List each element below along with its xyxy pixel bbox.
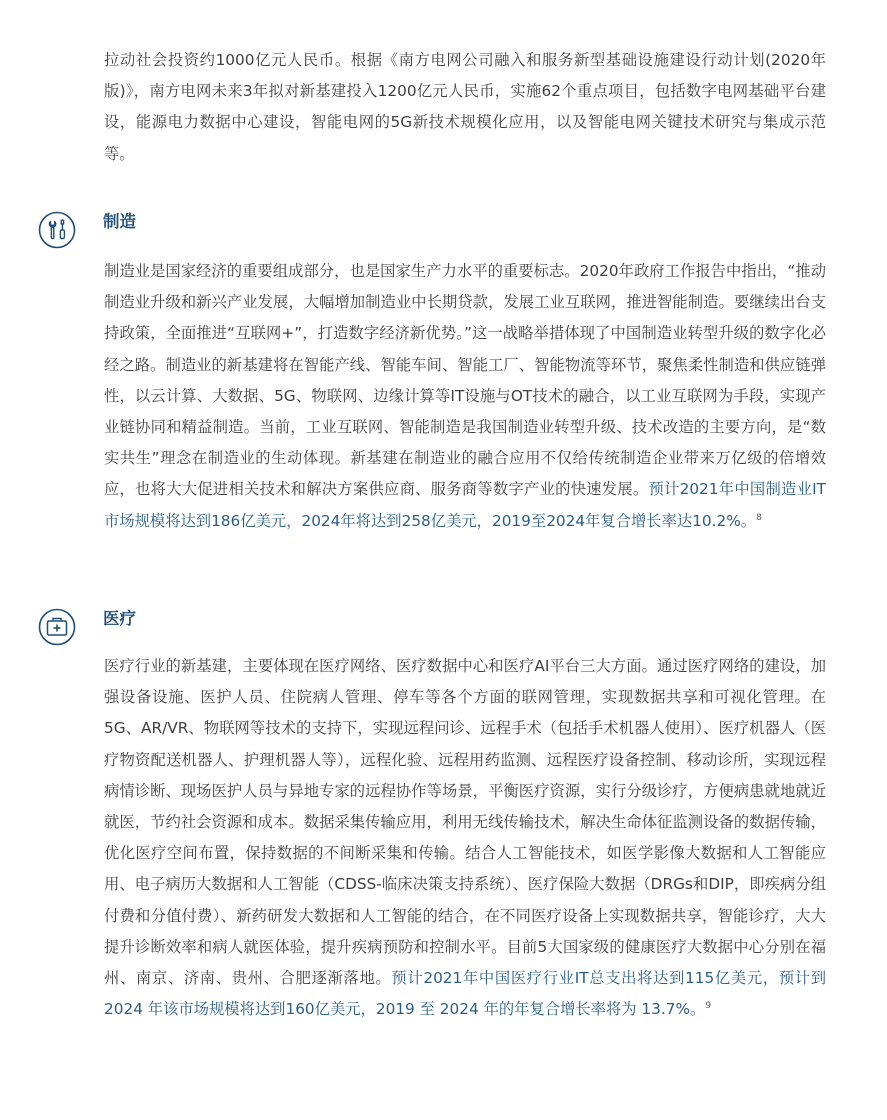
intro-text: 拉动社会投资约1000亿元人民币。根据《南方电网公司融入和服务新型基础设施建设行动计划(2020年版)》，南方电网未来3年拟对新基建投入1200亿元人民币，实施62个重点项目，包括数字电网基础平台建设，能源电力数据中心建设，智能电网的5G新技术规模化应用，以及智能电网关键技术研究与集成示范等。 [104,51,826,163]
manufacturing-paragraph [104,256,826,537]
manufacturing-body: 制造业是国家经济的重要组成部分，也是国家生产力水平的重要标志。2020年政府工作报告中指出，“推动制造业升级和新兴产业发展，大幅增加制造业中长期贷款，发展工业互联网，推进智能制造。要继续出台支持政策，全面推进“互联网+”，打造数字经济新优势。”这一战略举措体现了中国制造业转型升级的数字化必经之路。制造业的新基建将在智能产线、智能车间、智能工厂、智能物流等环节，聚焦柔性制造和供应链弹性，以云计算、大数据、5G、物联网、边缘计算等IT设施与OT技术的融合，以工业互联网为手段，实现产业链协同和精益制造。当前，工业互联网、智能制造是我国制造业转型升级、技术改造的主要方向，是“数实共生”理念在制造业的生动体现。新基建在制造业的融合应用不仅给传统制造企业带来万亿级的倍增效应，也将大大促进相关技术和解决方案供应商、服务商等数字产业的快速发展。 [104,262,826,499]
wrench-screwdriver-icon [37,210,77,250]
healthcare-body: 医疗行业的新基建，主要体现在医疗网络、医疗数据中心和医疗AI平台三大方面。通过医疗网络的建设，加强设备设施、医护人员、住院病人管理、停车等各个方面的联网管理，实现数据共享和可视化管理。在5G、AR/VR、物联网等技术的支持下，实现远程问诊、远程手术（包括手术机器人使用）、医疗机器人（医疗物资配送机器人、护理机器人等），远程化验、远程用药监测、远程医疗设备控制、移动诊所，实现远程病情诊断、现场医护人员与异地专家的远程协作等场景，平衡医疗资源，实行分级诊疗，方便病患就地就近就医，节约社会资源和成本。数据采集传输应用，利用无线传输技术，解决生命体征监测设备的数据传输，优化医疗空间布置，保持数据的不间断采集和传输。结合人工智能技术，如医学影像大数据和人工智能应用、电子病历大数据和人工智能（CDSS-临床决策支持系统）、医疗保险大数据（DRGs和DIP，即疾病分组付费和分值付费）、新药研发大数据和人工智能的结合，在不同医疗设备上实现数据共享，智能诊疗，大大提升诊断效率和病人就医体验，提升疾病预防和控制水平。目前5大国家级的健康医疗大数据中心分别在福州、南京、济南、贵州、合肥逐渐落地。 [104,657,826,988]
healthcare-title: 医疗 [103,609,136,628]
manufacturing-title: 制造 [103,212,136,231]
healthcare-highlight: 预计2021年中国医疗行业IT总支出将达到115亿美元，预计到 2024 年该市场规模将达到160亿美元，2019 至 2024 年的年复合增长率将为 13.7%。 [104,969,826,1019]
healthcare-footnote: 9 [705,1001,712,1012]
intro-paragraph [104,45,826,170]
manufacturing-highlight: 预计2021年中国制造业IT市场规模将达到186亿美元，2024年将达到258亿美元，2019至2024年复合增长率达10.2%。 [104,480,826,530]
healthcare-paragraph [104,651,826,1025]
medical-kit-icon [37,607,77,647]
manufacturing-footnote: 8 [756,512,762,523]
